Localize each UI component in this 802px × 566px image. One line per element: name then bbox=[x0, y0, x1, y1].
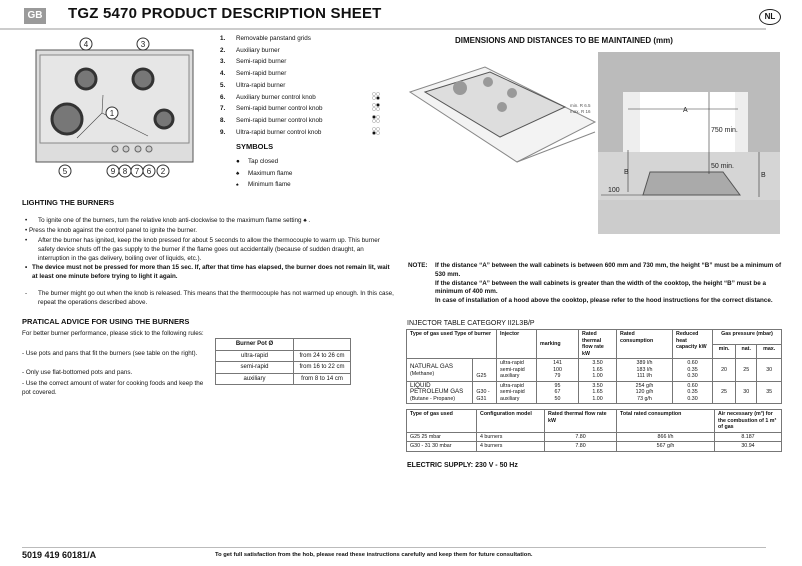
table-header: min. bbox=[713, 344, 736, 359]
cell: from 24 to 26 cm bbox=[294, 350, 351, 362]
table-header: max. bbox=[757, 344, 782, 359]
bullet: - bbox=[25, 290, 28, 297]
lighting-item: • Press the knob against the control panel to ignite the burner. bbox=[25, 227, 197, 234]
cell: 254 g/h 120 g/h 73 g/h bbox=[617, 381, 673, 404]
cell: 7.80 bbox=[545, 442, 617, 452]
symbols-list bbox=[236, 156, 292, 192]
table-header: Gas pressure (mbar) bbox=[713, 330, 782, 345]
dimensions-heading: DIMENSIONS AND DISTANCES TO BE MAINTAINED (mm) bbox=[455, 36, 673, 45]
cell: 25 bbox=[736, 359, 757, 382]
item-number: 4. bbox=[220, 70, 226, 78]
cell: 567 g/h bbox=[617, 442, 715, 452]
item-label: Ultra-rapid burner control knob bbox=[236, 128, 322, 136]
cell: 0.60 0.35 0.30 bbox=[673, 381, 713, 404]
item-number: 7. bbox=[220, 105, 226, 113]
cell: auxiliary bbox=[216, 373, 294, 385]
cell: 20 bbox=[713, 359, 736, 382]
item-number: 3. bbox=[220, 58, 226, 66]
callout-8: 8 bbox=[122, 167, 128, 176]
item-number: 5. bbox=[220, 81, 226, 89]
table-header: Total rated consumption bbox=[617, 410, 715, 433]
footer-note: To get full satisfaction from the hob, please read these instructions carefully and keep them for future consultation. bbox=[215, 552, 533, 558]
table-row bbox=[407, 359, 782, 382]
list-item bbox=[220, 80, 322, 92]
note-line: If the distance “A” between the wall cabinets is greater than the width of the cooktop, the height “B” must be a minimum of 400 mm. bbox=[435, 279, 766, 296]
table-header: Configuration model bbox=[477, 410, 545, 433]
callout-6: 6 bbox=[146, 167, 152, 176]
tap-closed-icon: ● bbox=[236, 158, 240, 165]
advice-item: - Use the correct amount of water for cooking foods and keep the pot covered. bbox=[22, 380, 204, 396]
callout-9: 9 bbox=[110, 167, 116, 176]
list-item bbox=[220, 115, 322, 127]
document-code: 5019 419 60181/A bbox=[22, 550, 97, 560]
cell: 30.94 bbox=[715, 442, 782, 452]
header-divider bbox=[0, 28, 766, 30]
cell: 141 100 79 bbox=[537, 359, 579, 382]
cell: 0.60 0.35 0.30 bbox=[673, 359, 713, 382]
list-item bbox=[220, 45, 322, 57]
table-row bbox=[216, 350, 351, 362]
language-badge-gb: GB bbox=[24, 8, 46, 24]
lighting-heading: LIGHTING THE BURNERS bbox=[22, 198, 115, 207]
item-label: Semi-rapid burner control knob bbox=[236, 116, 323, 124]
lighting-item: After the burner has ignited, keep the knob pressed for about 5 seconds to allow the thermocouple to warm up. This burner safety device shuts off the gas supply to the burner if the flame goes out accidentally (because of sudden draught, an interruption in the gas delivery, boiling over of liquids, etc.). bbox=[38, 237, 380, 262]
table-header: Type of gas used bbox=[407, 410, 477, 433]
list-item bbox=[220, 56, 322, 68]
cell: 3.50 1.65 1.00 bbox=[579, 381, 617, 404]
cell: from 16 to 22 cm bbox=[294, 362, 351, 374]
note-label: NOTE: bbox=[408, 262, 428, 269]
callout-5: 5 bbox=[62, 167, 68, 176]
advice-item: - Use pots and pans that fit the burners (see table on the right). bbox=[22, 350, 198, 357]
item-label: Ultra-rapid burner bbox=[236, 81, 286, 89]
note-body bbox=[435, 262, 785, 306]
advice-item: - Only use flat-bottomed pots and pans. bbox=[22, 369, 133, 376]
callout-1: 1 bbox=[109, 109, 115, 118]
table-header: nat. bbox=[736, 344, 757, 359]
max-flame-icon: ♠ bbox=[236, 169, 240, 177]
item-label: Auxiliary burner bbox=[236, 46, 280, 54]
cell: 25 bbox=[713, 381, 736, 404]
item-label: Semi-rapid burner bbox=[236, 58, 287, 66]
table-row bbox=[407, 442, 782, 452]
callout-2: 2 bbox=[160, 167, 166, 176]
pot-size-table bbox=[215, 338, 351, 385]
cell: 95 67 50 bbox=[537, 381, 579, 404]
item-label: Semi-rapid burner bbox=[236, 70, 287, 78]
table-row bbox=[407, 381, 782, 404]
table-header: Air necessary (m³) for the combustion of 1 m³ of gas bbox=[715, 410, 782, 433]
injector-table bbox=[406, 329, 782, 404]
gas-sub: (Methane) bbox=[410, 370, 435, 377]
cell: 866 l/h bbox=[617, 432, 715, 442]
dim-label: max. R 16 bbox=[570, 109, 591, 114]
table-row bbox=[216, 373, 351, 385]
table-header: Burner Pot Ø bbox=[216, 339, 294, 351]
list-item bbox=[236, 168, 292, 180]
cell: 7.80 bbox=[545, 432, 617, 442]
item-text: To ignite one of the burners, turn the relative knob anti-clockwise to the maximum flame setting bbox=[38, 217, 302, 224]
item-label: Semi-rapid burner control knob bbox=[236, 105, 323, 113]
gas-code: G30 - G31 bbox=[473, 381, 497, 404]
note-line: If the distance “A” between the wall cabinets is between 600 mm and 730 mm, the height “B” must be a minimum of 530 mm. bbox=[435, 262, 782, 278]
hob-diagram bbox=[30, 34, 200, 184]
callout-7: 7 bbox=[134, 167, 140, 176]
table-header: Type of gas used Type of burner bbox=[407, 330, 497, 359]
list-item bbox=[220, 68, 322, 80]
max-flame-icon: ♠ bbox=[303, 217, 307, 224]
symbol-label: Tap closed bbox=[248, 158, 279, 165]
symbol-label: Maximum flame bbox=[248, 169, 293, 177]
cell: 389 l/h 183 l/h 111 l/h bbox=[617, 359, 673, 382]
callout-4: 4 bbox=[83, 40, 89, 49]
table-header: marking bbox=[537, 330, 579, 359]
list-item bbox=[236, 156, 292, 168]
min-flame-icon: ♠ bbox=[236, 182, 239, 188]
lighting-item: The burner might go out when the knob is released. This means that the thermocouple has not warmed up enough. In this case, repeat the operations described above. bbox=[38, 290, 394, 306]
cell: 4 burners bbox=[477, 442, 545, 452]
footer-divider bbox=[22, 547, 766, 548]
dim-label-b: B bbox=[624, 169, 629, 176]
item-label: Removable panstand grids bbox=[236, 35, 311, 42]
clearance-drawing bbox=[598, 52, 780, 234]
dim-label-a: A bbox=[683, 107, 688, 114]
note-line: In case of installation of a hood above the cooktop, please refer to the hood instructions for the correct distance. bbox=[435, 297, 773, 305]
list-item bbox=[220, 127, 322, 139]
table-row bbox=[407, 432, 782, 442]
item-number: 8. bbox=[220, 116, 226, 124]
cell: ultra-rapid bbox=[216, 350, 294, 362]
gas-code: G25 bbox=[473, 359, 497, 382]
parts-list bbox=[220, 33, 322, 138]
advice-heading: PRATICAL ADVICE FOR USING THE BURNERS bbox=[22, 317, 190, 326]
dim-label-750: 750 min. bbox=[711, 127, 738, 134]
list-item bbox=[220, 92, 322, 104]
item-text: Press the knob against the control panel to ignite the burner. bbox=[28, 227, 197, 234]
table-header: Rated thermal flow rate kW bbox=[579, 330, 617, 359]
callout-3: 3 bbox=[140, 40, 146, 49]
cell: from 8 to 14 cm bbox=[294, 373, 351, 385]
table-header: Injector bbox=[497, 330, 537, 359]
knob-position-icons bbox=[372, 92, 382, 136]
cell: 35 bbox=[757, 381, 782, 404]
table-header: Reduced heat capacity kW bbox=[673, 330, 713, 359]
lighting-item: To ignite one of the burners, turn the relative knob anti-clockwise to the maximum flame setting ♠ . bbox=[38, 217, 311, 224]
gas-name: NATURAL GAS bbox=[410, 363, 453, 370]
table-row bbox=[216, 362, 351, 374]
dim-label: min. R 6.5 bbox=[570, 103, 591, 108]
item-label: Auxiliary burner control knob bbox=[236, 93, 316, 101]
language-badge-nl: NL bbox=[759, 9, 781, 25]
electric-supply: ELECTRIC SUPPLY: 230 V - 50 Hz bbox=[407, 462, 518, 469]
bullet: • bbox=[25, 237, 28, 244]
dim-label-50: 50 min. bbox=[711, 163, 734, 170]
cell: 4 burners bbox=[477, 432, 545, 442]
list-item bbox=[220, 33, 322, 45]
list-item bbox=[220, 103, 322, 115]
cell: 30 bbox=[736, 381, 757, 404]
list-item bbox=[236, 179, 292, 192]
gas-sub: (Butane - Propane) bbox=[410, 395, 456, 402]
item-number: 9. bbox=[220, 128, 226, 136]
installation-dimensions-drawing bbox=[405, 52, 600, 172]
item-number: 2. bbox=[220, 46, 226, 54]
lighting-warning: The device must not be pressed for more than 15 sec. If, after that time has elapsed, the burner does not remain lit, wait at least one minute before trying to light it again. bbox=[32, 264, 390, 280]
symbol-label: Minimum flame bbox=[248, 181, 291, 188]
cell: G25 25 mbar bbox=[407, 432, 477, 442]
item-number: 6. bbox=[220, 93, 226, 101]
cell: semi-rapid bbox=[216, 362, 294, 374]
consumption-table bbox=[406, 409, 782, 452]
advice-intro: For better burner performance, please stick to the following rules: bbox=[22, 330, 204, 337]
cell: 30 bbox=[757, 359, 782, 382]
item-number: 1. bbox=[220, 35, 226, 42]
cell: ultra-rapid semi-rapid auxiliary bbox=[497, 381, 537, 404]
dim-label-100: 100 bbox=[608, 187, 620, 194]
symbols-heading: SYMBOLS bbox=[236, 142, 274, 151]
cell: 3.50 1.65 1.00 bbox=[579, 359, 617, 382]
bullet: • bbox=[25, 217, 28, 224]
table-header: Rated thermal flow rate kW bbox=[545, 410, 617, 433]
cell: G30 - 31 30 mbar bbox=[407, 442, 477, 452]
page-title: TGZ 5470 PRODUCT DESCRIPTION SHEET bbox=[68, 5, 382, 22]
dim-label-b: B bbox=[761, 172, 766, 179]
gas-name: LIQUID PETROLEUM GAS bbox=[410, 381, 464, 395]
injector-table-title: INJECTOR TABLE CATEGORY II2L3B/P bbox=[407, 320, 535, 327]
bullet: • bbox=[25, 264, 28, 271]
cell: ultra-rapid semi-rapid auxiliary bbox=[497, 359, 537, 382]
cell: 8.187 bbox=[715, 432, 782, 442]
table-header: Rated consumption bbox=[617, 330, 673, 359]
